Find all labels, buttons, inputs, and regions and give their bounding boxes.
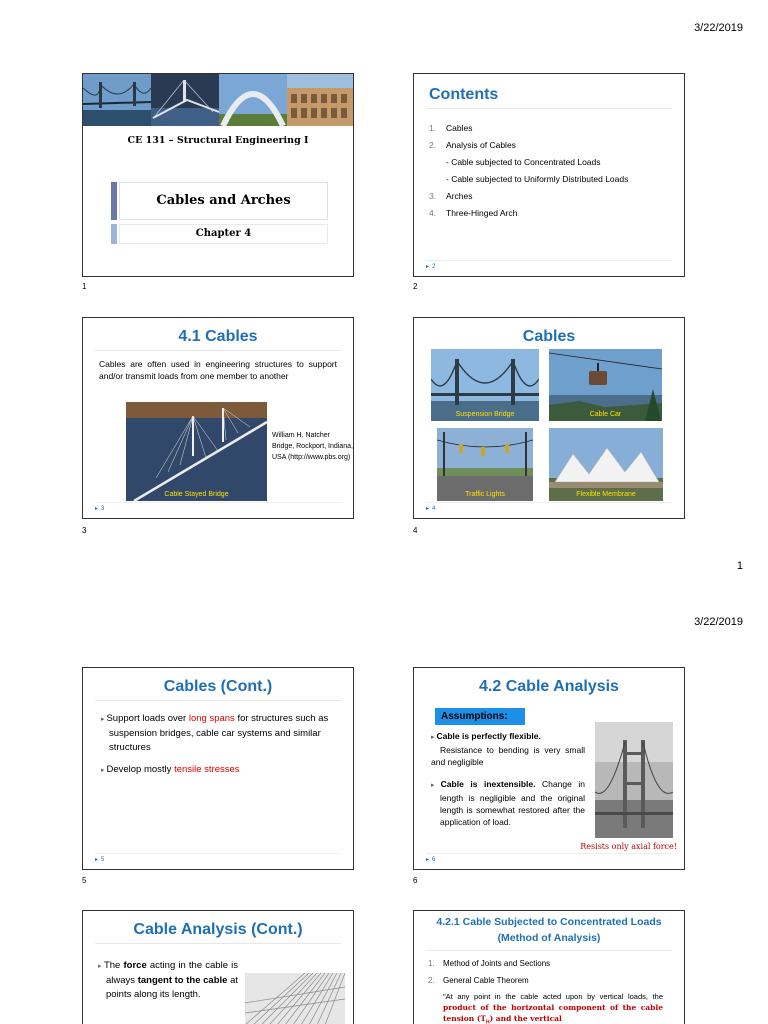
title-accent-bar: [111, 182, 117, 220]
assumptions-label: Assumptions:: [435, 708, 525, 725]
slide-3-footer: ▸ 3: [95, 502, 341, 512]
slide-2-title: Contents: [429, 86, 499, 103]
slide-1-banner-photos: [83, 74, 354, 126]
slide-8-title: [414, 914, 684, 946]
chapter-label: Chapter 4: [119, 224, 328, 244]
slide-7: [82, 910, 354, 1024]
slide-2-rule: [426, 108, 672, 109]
slide-8: [413, 910, 685, 1024]
cable-stayed-bridge-photo: [126, 402, 267, 501]
contents-item: 1. Cables: [429, 123, 473, 133]
deck-title: Cables and Arches: [119, 182, 328, 220]
chapter-accent-bar: [111, 224, 117, 244]
contents-item: - Cable subjected to Concentrated Loads: [446, 157, 601, 167]
slide-7-bullet: ▸ The force acting in the cable is always tangent to the cable at points along its length.: [98, 960, 239, 1000]
slide-8-title-line2: (Method of Analysis): [497, 932, 601, 944]
contents-item: 4. Three-Hinged Arch: [429, 208, 518, 218]
slide-4: [413, 317, 685, 519]
slide-8-rule: [426, 950, 672, 951]
contents-item: 3. Arches: [429, 191, 473, 201]
assumption-flexible: ▸ Cable is perfectly flexible. Resistance to bending is very small and negligible: [431, 731, 585, 767]
slide-3-rule: [95, 350, 341, 351]
slide-4-title: Cables: [522, 328, 576, 345]
method-list: [428, 955, 672, 989]
slide-5-number: 5: [82, 876, 87, 885]
cable-stayed-bridge-caption: Cable Stayed Bridge: [164, 491, 229, 498]
cable-stay-closeup-photo: [245, 973, 345, 1024]
slide-6-title: 4.2 Cable Analysis: [479, 678, 619, 695]
bullet-tensile-stresses: ▸ Develop mostly tensile stresses: [101, 764, 240, 775]
bridge-note: William H. Natcher Bridge, Rockport, Indiana, USA (http://www.pbs.org): [272, 432, 353, 461]
slide-2-number: 2: [413, 282, 418, 291]
method-item: 2. General Cable Theorem: [428, 976, 529, 985]
slide-6: [413, 667, 685, 870]
slide-6-number: 6: [413, 876, 418, 885]
slide-3-number: 3: [82, 526, 87, 535]
assumption-inextensible: ▸ Cable is inextensible. Change in length is negligible and the original length is somewhat restored after the application of load.: [431, 779, 585, 827]
page1-date: 3/22/2019: [694, 22, 743, 34]
flexible-membrane-photo: [549, 428, 663, 501]
slide-8-title-line1: 4.2.1 Cable Subjected to Concentrated Loads: [436, 916, 662, 928]
slide-1: [82, 73, 354, 277]
slide-4-number: 4: [413, 526, 418, 535]
slide-3: [82, 317, 354, 519]
slide-3-title: 4.1 Cables: [178, 328, 258, 345]
flexible-membrane-caption: Flexible Membrane: [576, 491, 636, 498]
suspension-bridge-caption: Suspension Bridge: [455, 411, 515, 418]
slide-5-bullets: [99, 712, 339, 778]
traffic-lights-photo: [437, 428, 533, 501]
slide-5: [82, 667, 354, 870]
slide-2: [413, 73, 685, 277]
cable-car-caption: Cable Car: [589, 411, 622, 418]
suspension-bridge-photo: [431, 349, 539, 421]
cable-theorem-quote: "At any point in the cable acted upon by vertical loads, the product of the horizontal component of the cable tension $(T_H)$ and the vertical: [443, 992, 663, 1024]
slide-2-footer: ▸ 2: [426, 260, 672, 270]
slide-1-number: 1: [82, 282, 87, 291]
course-title: CE 131 – Structural Engineering I: [127, 135, 309, 146]
bullet-long-spans: ▸ Support loads over long spans for structures such as suspension bridges, cable car systems and similar structures: [101, 713, 329, 753]
slide-5-footer: ▸ 5: [95, 853, 341, 863]
method-item: 1. Method of Joints and Sections: [428, 959, 551, 968]
slide-5-rule: [95, 700, 341, 701]
contents-item: - Cable subjected to Uniformly Distributed Loads: [446, 174, 629, 184]
slide-5-title: Cables (Cont.): [163, 678, 273, 695]
slide-7-rule: [95, 943, 341, 944]
slide-6-footer: ▸ 6: [426, 853, 672, 863]
page1-number: 1: [736, 560, 743, 572]
contents-item: 2. Analysis of Cables: [429, 140, 516, 150]
contents-list: [429, 120, 674, 222]
page2-date: 3/22/2019: [694, 616, 743, 628]
cable-car-photo: [549, 349, 662, 421]
traffic-lights-caption: Traffic Lights: [465, 491, 505, 498]
suspension-tower-photo: [595, 722, 673, 838]
slide-3-body: Cables are often used in engineering structures to support and/or transmit loads from one member to another: [99, 359, 337, 381]
slide-4-footer: ▸ 4: [426, 502, 672, 512]
slide-7-title: Cable Analysis (Cont.): [133, 921, 303, 938]
axial-force-note: Resists only axial force!: [580, 842, 677, 851]
